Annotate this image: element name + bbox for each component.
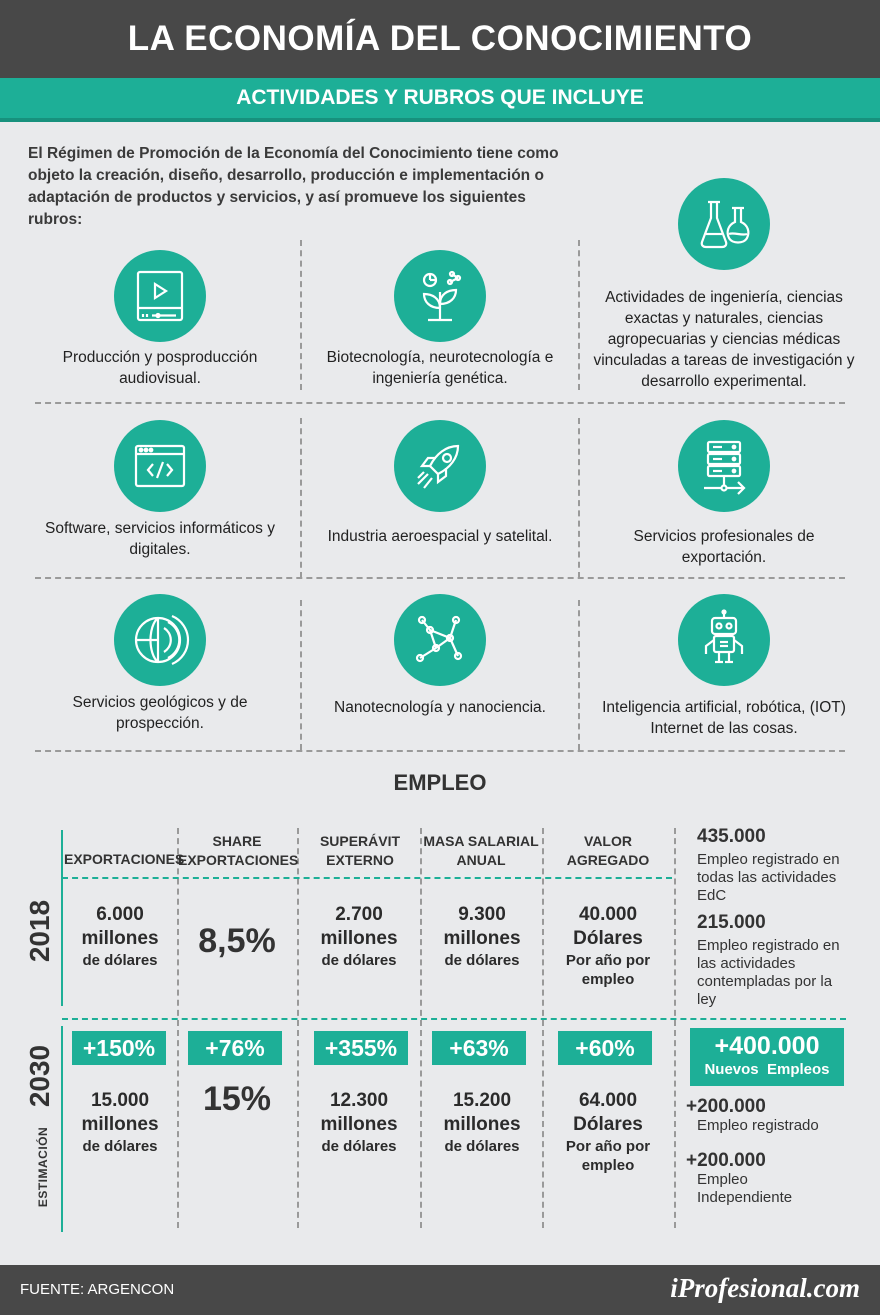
empleo-2018-ley-text: Empleo registrado en las actividades contempladas por la ley bbox=[697, 937, 840, 1008]
growth-badge: +63% bbox=[432, 1031, 526, 1065]
footer bbox=[0, 1265, 880, 1315]
brand-logo: iProfesional.com bbox=[670, 1273, 860, 1303]
empleo-2030-independiente-text: Empleo Independiente bbox=[697, 1171, 793, 1206]
video-player-icon bbox=[114, 250, 206, 342]
empleo-title: EMPLEO bbox=[393, 770, 487, 795]
nano-network-icon bbox=[394, 594, 486, 686]
server-export-icon bbox=[678, 420, 770, 512]
empleo-2018-total: 435.000 bbox=[697, 826, 766, 847]
grid-divider bbox=[578, 240, 580, 390]
intro-text: El Régimen de Promoción de la Economía del Conocimiento tiene como objeto la creación, diseño, desarrollo, producción e implementación o adaptación de productos y servicios, y así promueve los siguientes rubros: bbox=[28, 145, 559, 228]
table-divider bbox=[297, 828, 299, 1228]
grid-divider bbox=[300, 600, 302, 750]
sub-header bbox=[0, 78, 880, 122]
column-header: VALOR AGREGADO bbox=[566, 833, 650, 868]
source-text: FUENTE: ARGENCON bbox=[20, 1281, 175, 1298]
value-2018-superavit: 2.700 millones de dólares bbox=[320, 904, 398, 969]
nuevos-empleos-text: Nuevos Empleos bbox=[704, 1061, 830, 1078]
empleo-2030-registrado-text: Empleo registrado bbox=[697, 1117, 819, 1134]
column-header: SHARE EXPORTACIONES bbox=[178, 833, 299, 868]
value-2030-exportaciones: 15.000 millones de dólares bbox=[81, 1090, 159, 1155]
empleo-2018-ley: 215.000 bbox=[697, 912, 766, 933]
value-2018-share: 8,5% bbox=[198, 922, 276, 960]
robot-icon bbox=[678, 594, 770, 686]
rubro-label: Actividades de ingeniería, ciencias exactas y naturales, ciencias agropecuarias y ciencias médicas vinculadas a tareas de investigación y desarrollo experimental. bbox=[593, 289, 855, 390]
rubro-label: Nanotecnología y nanociencia. bbox=[334, 699, 546, 716]
table-divider bbox=[674, 828, 676, 1228]
grid-divider bbox=[578, 418, 580, 578]
lab-flasks-icon bbox=[678, 178, 770, 270]
page-subtitle: ACTIVIDADES Y RUBROS QUE INCLUYE bbox=[236, 86, 644, 109]
table-divider bbox=[62, 877, 672, 879]
table-divider bbox=[420, 828, 422, 1228]
grid-divider bbox=[300, 240, 302, 390]
value-2030-share: 15% bbox=[202, 1080, 272, 1118]
main-header bbox=[0, 0, 880, 78]
empleo-2018-total-text: Empleo registrado en todas las actividades EdC bbox=[697, 851, 840, 904]
table-divider bbox=[61, 1026, 63, 1232]
rubro-label: Software, servicios informáticos y digitales. bbox=[45, 520, 275, 558]
growth-badge: +76% bbox=[188, 1031, 282, 1065]
rubro-label: Inteligencia artificial, robótica, (IOT) Internet de las cosas. bbox=[602, 699, 846, 737]
year-2030-label: 2030 bbox=[24, 1044, 55, 1108]
value-2018-valor-agregado: 40.000 Dólares Por año por empleo bbox=[565, 904, 651, 988]
rubro-label: Industria aeroespacial y satelital. bbox=[327, 528, 553, 545]
grid-divider bbox=[578, 600, 580, 750]
estimacion-label: ESTIMACIÓN bbox=[36, 1126, 50, 1208]
geo-radar-icon bbox=[114, 594, 206, 686]
growth-badge: +150% bbox=[72, 1031, 166, 1065]
grid-divider bbox=[35, 750, 845, 752]
grid-divider bbox=[300, 418, 302, 578]
value-2030-valor-agregado: 64.000 Dólares Por año por empleo bbox=[565, 1090, 651, 1174]
table-divider bbox=[62, 1018, 846, 1020]
column-header: MASA SALARIAL ANUAL bbox=[423, 833, 539, 868]
rubro-label: Producción y posproducción audiovisual. bbox=[62, 349, 258, 387]
empleo-2030-registrado: +200.000 bbox=[686, 1096, 766, 1117]
table-divider bbox=[542, 828, 544, 1228]
grid-divider bbox=[35, 577, 845, 579]
growth-badge: +355% bbox=[314, 1031, 408, 1065]
nuevos-empleos-number: +400.000 bbox=[714, 1032, 820, 1060]
code-window-icon bbox=[114, 420, 206, 512]
value-2030-superavit: 12.300 millones de dólares bbox=[320, 1090, 398, 1155]
growth-badge: +60% bbox=[558, 1031, 652, 1065]
rubro-label: Servicios geológicos y de prospección. bbox=[72, 694, 248, 732]
plant-molecule-icon bbox=[394, 250, 486, 342]
column-header: SUPERÁVIT EXTERNO bbox=[319, 833, 401, 868]
year-2018-label: 2018 bbox=[24, 899, 55, 963]
column-header: EXPORTACIONES bbox=[64, 851, 185, 867]
page-title: LA ECONOMÍA DEL CONOCIMIENTO bbox=[127, 19, 753, 58]
rubro-label: Servicios profesionales de exportación. bbox=[633, 528, 815, 566]
value-2018-exportaciones: 6.000 millones de dólares bbox=[81, 904, 159, 969]
nuevos-empleos-badge bbox=[690, 1028, 844, 1086]
grid-divider bbox=[35, 402, 845, 404]
rocket-icon bbox=[394, 420, 486, 512]
table-divider bbox=[61, 830, 63, 1006]
empleo-2030-independiente: +200.000 bbox=[686, 1150, 766, 1171]
table-divider bbox=[177, 828, 179, 1228]
value-2030-masa-salarial: 15.200 millones de dólares bbox=[443, 1090, 521, 1155]
rubro-label: Biotecnología, neurotecnología e ingeniería genética. bbox=[326, 349, 554, 387]
value-2018-masa-salarial: 9.300 millones de dólares bbox=[443, 904, 521, 969]
